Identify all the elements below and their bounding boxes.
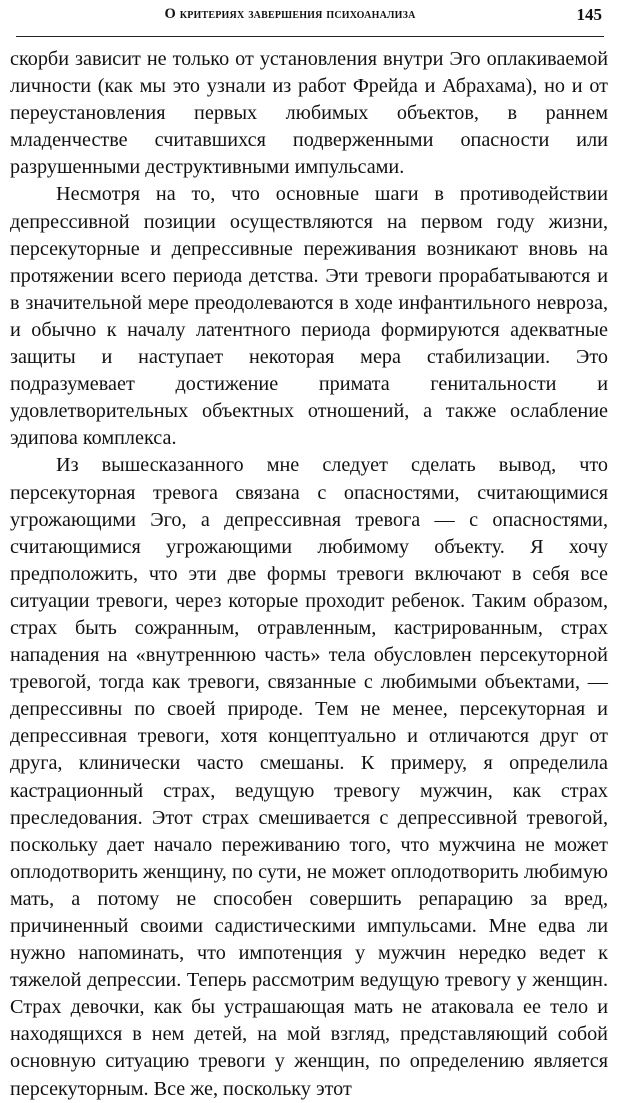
paragraph-continuation: скорби зависит не только от установления внутри Эго оплакиваемой личности (как мы это узнали из работ Фрейда и Абрахама), но и от переустановления первых любимых объектов, в раннем младенчестве считавшихся подверженными опасности или разрушенными деструктивными импульсами. [10,48,608,179]
paragraph: Несмотря на то, что основные шаги в противодействии депрессивной позиции осуществляются на первом году жизни, персекуторные и депрессивные переживания возникают вновь на протяжении всего периода детства. Эти тревоги прорабатываются и в значительной мере преодолеваются в ходе инфантильного невроза, и обычно к началу латентного периода формируются адекватные защиты и наступает некоторая мера стабилизации. Это подразумевает достижение примата генитальности и удовлетворительных объектных отношений, а также ослабление эдипова комплекса. [10,183,608,450]
page-number: 145 [576,5,602,24]
running-head [16,0,604,37]
paragraph: Из вышесказанного мне следует сделать вывод, что персекуторная тревога связана с опасностями, считающимися угрожающими Эго, а депрессивная тревога — с опасностями, считающимися угрожающими любимому объекту. Я хочу предположить, что эти две формы тревоги включают в себя все ситуации тревоги, через которые проходит ребенок. Таким образом, страх быть сожранным, отравленным, кастрированным, страх нападения на «внутреннюю часть» тела обусловлен персекуторной тревогой, тогда как тревоги, связанные с любимыми объектами, — депрессивны по своей природе. Тем не менее, персекуторная и депрессивная тревоги, хотя концептуально и отличаются друг от друга, клинически часто смешаны. К примеру, я определила кастрационный страх, ведущую тревогу мужчин, как страх преследования. Этот страх смешивается с депрессивной тревогой, поскольку дает начало переживанию того, что мужчина не может оплодотворить женщину, по сути, не может оплодотворить любимую мать, а потому не способен совершить репарацию за вред, причиненный своими садистическими импульсами. Мне едва ли нужно напоминать, что импотенция у мужчин нередко ведет к тяжелой депрессии. Теперь рассмотрим ведущую тревогу у женщин. Страх девочки, как бы устрашающая мать не атаковала ее тело и находящихся в нем детей, на мой взгляд, представляющий собой основную ситуацию тревоги у женщин, по определению является персекуторным. Все же, поскольку этот [10,454,608,1100]
running-head-title: О критериях завершения психоанализа [164,6,416,22]
body-text [10,46,608,1103]
